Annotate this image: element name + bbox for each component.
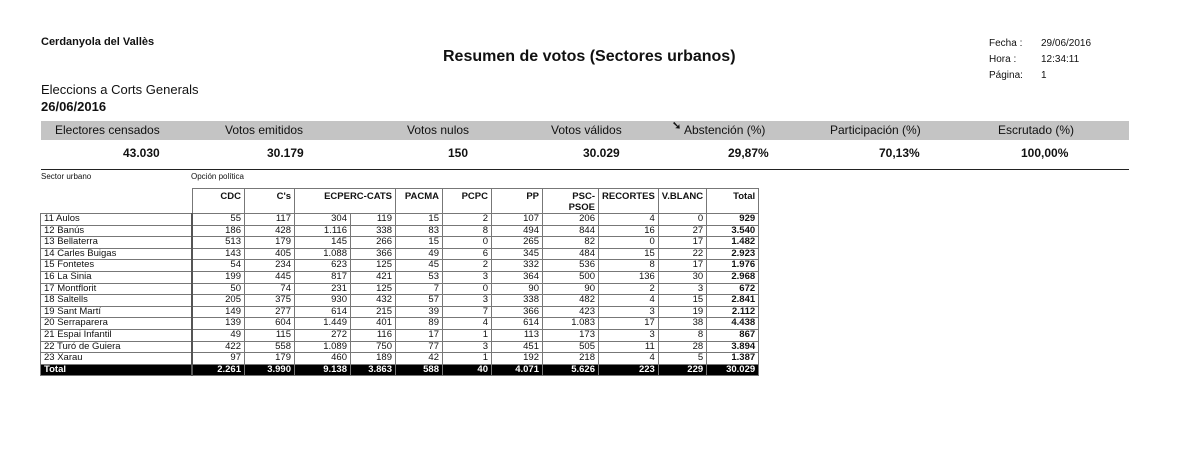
vote-cell: 192	[492, 353, 543, 365]
vote-cell: 143	[192, 248, 245, 260]
vote-cell: 89	[396, 318, 443, 330]
vote-cell: 3.540	[707, 225, 759, 237]
vote-cell: 867	[707, 329, 759, 341]
vote-cell: 16	[599, 225, 659, 237]
vote-cell: 604	[245, 318, 295, 330]
vote-cell: 17	[396, 329, 443, 341]
vote-cell: 4.438	[707, 318, 759, 330]
sector-name: 19 Sant Martí	[41, 306, 193, 318]
vote-cell: 432	[351, 295, 396, 307]
vote-cell: 366	[351, 248, 396, 260]
report-meta	[989, 36, 1091, 84]
vote-cell: 11	[599, 341, 659, 353]
vote-cell: 49	[192, 329, 245, 341]
vote-cell: 215	[351, 306, 396, 318]
vote-cell: 149	[192, 306, 245, 318]
vote-cell: 405	[245, 248, 295, 260]
vote-cell: 54	[192, 260, 245, 272]
sector-name: 13 Bellaterra	[41, 237, 193, 249]
vote-cell: 929	[707, 214, 759, 226]
vote-cell: 206	[543, 214, 599, 226]
vote-cell: 189	[351, 353, 396, 365]
vote-cell: 223	[599, 364, 659, 376]
page-title: Resumen de votos (Sectores urbanos)	[443, 48, 736, 65]
vote-cell: 50	[192, 283, 245, 295]
table-row	[41, 283, 759, 295]
vote-cell: 2	[443, 260, 492, 272]
vote-cell: 277	[245, 306, 295, 318]
table-body	[41, 214, 759, 376]
vote-cell: 5	[658, 353, 706, 365]
vote-cell: 0	[658, 214, 706, 226]
vote-cell: 375	[245, 295, 295, 307]
vote-cell: 0	[443, 237, 492, 249]
vote-cell: 1.089	[295, 341, 351, 353]
vote-cell: 229	[658, 364, 706, 376]
summary-label-validos: Votos válidos	[551, 123, 622, 137]
vote-cell: 57	[396, 295, 443, 307]
vote-cell: 15	[599, 248, 659, 260]
vote-cell: 90	[543, 283, 599, 295]
vote-cell: 451	[492, 341, 543, 353]
vote-cell: 614	[295, 306, 351, 318]
vote-cell: 2.841	[707, 295, 759, 307]
vote-cell: 750	[351, 341, 396, 353]
vote-cell: 304	[295, 214, 351, 226]
vote-cell: 588	[396, 364, 443, 376]
vote-cell: 500	[543, 271, 599, 283]
vote-cell: 125	[351, 283, 396, 295]
vote-cell: 17	[658, 260, 706, 272]
summary-value-participacion: 70,13%	[879, 146, 920, 160]
summary-label-censados: Electores censados	[55, 123, 160, 137]
vote-cell: 672	[707, 283, 759, 295]
vote-cell: 1.976	[707, 260, 759, 272]
table-row	[41, 237, 759, 249]
table-row	[41, 295, 759, 307]
vote-cell: 42	[396, 353, 443, 365]
vote-cell: 623	[295, 260, 351, 272]
vote-cell: 218	[543, 353, 599, 365]
vote-cell: 49	[396, 248, 443, 260]
vote-cell: 1.482	[707, 237, 759, 249]
vote-cell: 1	[443, 329, 492, 341]
vote-cell: 17	[658, 237, 706, 249]
table-row	[41, 306, 759, 318]
pagina-value: 1	[1041, 70, 1047, 81]
vote-cell: 844	[543, 225, 599, 237]
vote-cell: 3.863	[351, 364, 396, 376]
vote-cell: 1.449	[295, 318, 351, 330]
col-psc-psoe: PSC-PSOE	[543, 189, 599, 214]
summary-value-abstencion: 29,87%	[728, 146, 769, 160]
vote-cell: 366	[492, 306, 543, 318]
vote-cell: 7	[396, 283, 443, 295]
fecha-eleccion: 26/06/2016	[41, 99, 107, 114]
vote-cell: 2.923	[707, 248, 759, 260]
sector-name: 18 Saltells	[41, 295, 193, 307]
vote-cell: 173	[543, 329, 599, 341]
vote-cell: 3	[599, 306, 659, 318]
vote-cell: 1	[443, 353, 492, 365]
vote-cell: 30.029	[707, 364, 759, 376]
vote-cell: 423	[543, 306, 599, 318]
table-row	[41, 271, 759, 283]
vote-cell: 39	[396, 306, 443, 318]
summary-panel	[41, 121, 1129, 165]
col-cs: C's	[245, 189, 295, 214]
vote-cell: 265	[492, 237, 543, 249]
col-ecperc-cats: ECPERC-CATS	[295, 189, 396, 214]
col-total: Total	[707, 189, 759, 214]
vote-cell: 19	[658, 306, 706, 318]
hora-label: Hora :	[989, 54, 1017, 65]
table-row	[41, 225, 759, 237]
vote-cell: 3.894	[707, 341, 759, 353]
hora-value: 12:34:11	[1041, 54, 1080, 65]
vote-cell: 2.968	[707, 271, 759, 283]
vote-cell: 272	[295, 329, 351, 341]
vote-cell: 558	[245, 341, 295, 353]
summary-header-bar	[41, 121, 1129, 140]
table-row	[41, 214, 759, 226]
header-sector	[41, 189, 193, 214]
summary-value-validos: 30.029	[583, 146, 620, 160]
vote-cell: 421	[351, 271, 396, 283]
eleccion-label: Eleccions a Corts Generals	[41, 82, 199, 97]
municipio-label: Cerdanyola del Vallès	[41, 36, 155, 48]
vote-cell: 1.116	[295, 225, 351, 237]
col-pacma: PACMA	[396, 189, 443, 214]
vote-cell: 15	[658, 295, 706, 307]
summary-value-nulos: 150	[448, 146, 469, 160]
vote-cell: 428	[245, 225, 295, 237]
col-recortes: RECORTES	[599, 189, 659, 214]
vote-cell: 9.138	[295, 364, 351, 376]
vote-cell: 38	[658, 318, 706, 330]
sector-name: 16 La Sinia	[41, 271, 193, 283]
vote-cell: 22	[658, 248, 706, 260]
vote-cell: 186	[192, 225, 245, 237]
vote-cell: 266	[351, 237, 396, 249]
vote-cell: 364	[492, 271, 543, 283]
vote-cell: 2.112	[707, 306, 759, 318]
fecha-value: 29/06/2016	[1041, 38, 1092, 49]
vote-cell: 401	[351, 318, 396, 330]
vote-cell: 139	[192, 318, 245, 330]
vote-cell: 199	[192, 271, 245, 283]
vote-cell: 179	[245, 237, 295, 249]
vote-cell: 83	[396, 225, 443, 237]
vote-cell: 422	[192, 341, 245, 353]
vote-cell: 97	[192, 353, 245, 365]
vote-cell: 119	[351, 214, 396, 226]
vote-cell: 8	[443, 225, 492, 237]
sector-name: 15 Fontetes	[41, 260, 193, 272]
summary-label-participacion: Participación (%)	[830, 123, 921, 137]
col-vblanc: V.BLANC	[658, 189, 706, 214]
vote-cell: 332	[492, 260, 543, 272]
vote-cell: 930	[295, 295, 351, 307]
vote-cell: 45	[396, 260, 443, 272]
vote-cell: 4	[599, 214, 659, 226]
vote-cell: 30	[658, 271, 706, 283]
vote-cell: 817	[295, 271, 351, 283]
vote-cell: 234	[245, 260, 295, 272]
vote-cell: 338	[492, 295, 543, 307]
vote-cell: 1.088	[295, 248, 351, 260]
sector-name: 11 Aulos	[41, 214, 193, 226]
vote-cell: 4	[443, 318, 492, 330]
vote-cell: 179	[245, 353, 295, 365]
table-row	[41, 260, 759, 272]
table-row	[41, 341, 759, 353]
vote-cell: 494	[492, 225, 543, 237]
col-pcpc: PCPC	[443, 189, 492, 214]
vote-cell: 3	[443, 295, 492, 307]
vote-cell: 74	[245, 283, 295, 295]
vote-cell: 55	[192, 214, 245, 226]
vote-cell: 15	[396, 214, 443, 226]
col-pp: PP	[492, 189, 543, 214]
vote-cell: 77	[396, 341, 443, 353]
vote-cell: 1.387	[707, 353, 759, 365]
vote-cell: 2.261	[192, 364, 245, 376]
vote-cell: 3	[443, 341, 492, 353]
vote-cell: 338	[351, 225, 396, 237]
sector-name: 17 Montflorit	[41, 283, 193, 295]
vote-cell: 6	[443, 248, 492, 260]
vote-cell: 116	[351, 329, 396, 341]
summary-label-nulos: Votos nulos	[407, 123, 470, 137]
vote-cell: 3	[443, 271, 492, 283]
vote-cell: 117	[245, 214, 295, 226]
table-total-row	[41, 364, 759, 376]
vote-cell: 90	[492, 283, 543, 295]
table-row	[41, 248, 759, 260]
vote-cell: 345	[492, 248, 543, 260]
vote-cell: 505	[543, 341, 599, 353]
vote-cell: 82	[543, 237, 599, 249]
summary-value-escrutado: 100,00%	[1021, 146, 1069, 160]
vote-cell: 0	[443, 283, 492, 295]
vote-cell: 15	[396, 237, 443, 249]
sector-urbano-label: Sector urbano	[41, 172, 92, 181]
vote-cell: 8	[658, 329, 706, 341]
vote-cell: 115	[245, 329, 295, 341]
vote-cell: 8	[599, 260, 659, 272]
vote-cell: 27	[658, 225, 706, 237]
summary-value-emitidos: 30.179	[267, 146, 304, 160]
vote-cell: 482	[543, 295, 599, 307]
sector-name: Total	[41, 364, 193, 376]
table-row	[41, 329, 759, 341]
divider	[41, 169, 1129, 170]
vote-cell: 125	[351, 260, 396, 272]
vote-cell: 17	[599, 318, 659, 330]
vote-cell: 5.626	[543, 364, 599, 376]
summary-label-emitidos: Votos emitidos	[225, 123, 304, 137]
vote-cell: 484	[543, 248, 599, 260]
sector-name: 21 Espai Infantil	[41, 329, 193, 341]
table-header-row	[41, 189, 759, 214]
vote-cell: 460	[295, 353, 351, 365]
vote-cell: 4.071	[492, 364, 543, 376]
vote-cell: 136	[599, 271, 659, 283]
vote-cell: 40	[443, 364, 492, 376]
sector-name: 20 Serraparera	[41, 318, 193, 330]
fecha-label: Fecha :	[989, 38, 1023, 49]
summary-value-censados: 43.030	[123, 146, 160, 160]
vote-cell: 53	[396, 271, 443, 283]
summary-label-abstencion: Abstención (%)	[684, 123, 766, 137]
summary-label-escrutado: Escrutado (%)	[998, 123, 1075, 137]
vote-cell: 4	[599, 295, 659, 307]
vote-cell: 4	[599, 353, 659, 365]
table-row	[41, 318, 759, 330]
cursor-arrow-icon: ➘	[672, 120, 682, 132]
sector-name: 22 Turó de Guiera	[41, 341, 193, 353]
col-cdc: CDC	[192, 189, 245, 214]
vote-cell: 7	[443, 306, 492, 318]
sector-name: 14 Carles Buigas	[41, 248, 193, 260]
vote-cell: 536	[543, 260, 599, 272]
table-row	[41, 353, 759, 365]
vote-cell: 513	[192, 237, 245, 249]
vote-cell: 3	[599, 329, 659, 341]
vote-cell: 0	[599, 237, 659, 249]
vote-cell: 28	[658, 341, 706, 353]
vote-cell: 445	[245, 271, 295, 283]
vote-cell: 3	[658, 283, 706, 295]
vote-cell: 205	[192, 295, 245, 307]
vote-cell: 614	[492, 318, 543, 330]
vote-cell: 107	[492, 214, 543, 226]
summary-values	[41, 143, 1129, 163]
sector-name: 12 Banús	[41, 225, 193, 237]
pagina-label: Página:	[989, 70, 1023, 81]
vote-cell: 3.990	[245, 364, 295, 376]
votes-table	[40, 188, 759, 376]
sector-name: 23 Xarau	[41, 353, 193, 365]
vote-cell: 1.083	[543, 318, 599, 330]
vote-cell: 231	[295, 283, 351, 295]
vote-cell: 2	[599, 283, 659, 295]
vote-cell: 2	[443, 214, 492, 226]
opcion-politica-label: Opción política	[191, 172, 244, 181]
vote-cell: 145	[295, 237, 351, 249]
vote-cell: 113	[492, 329, 543, 341]
